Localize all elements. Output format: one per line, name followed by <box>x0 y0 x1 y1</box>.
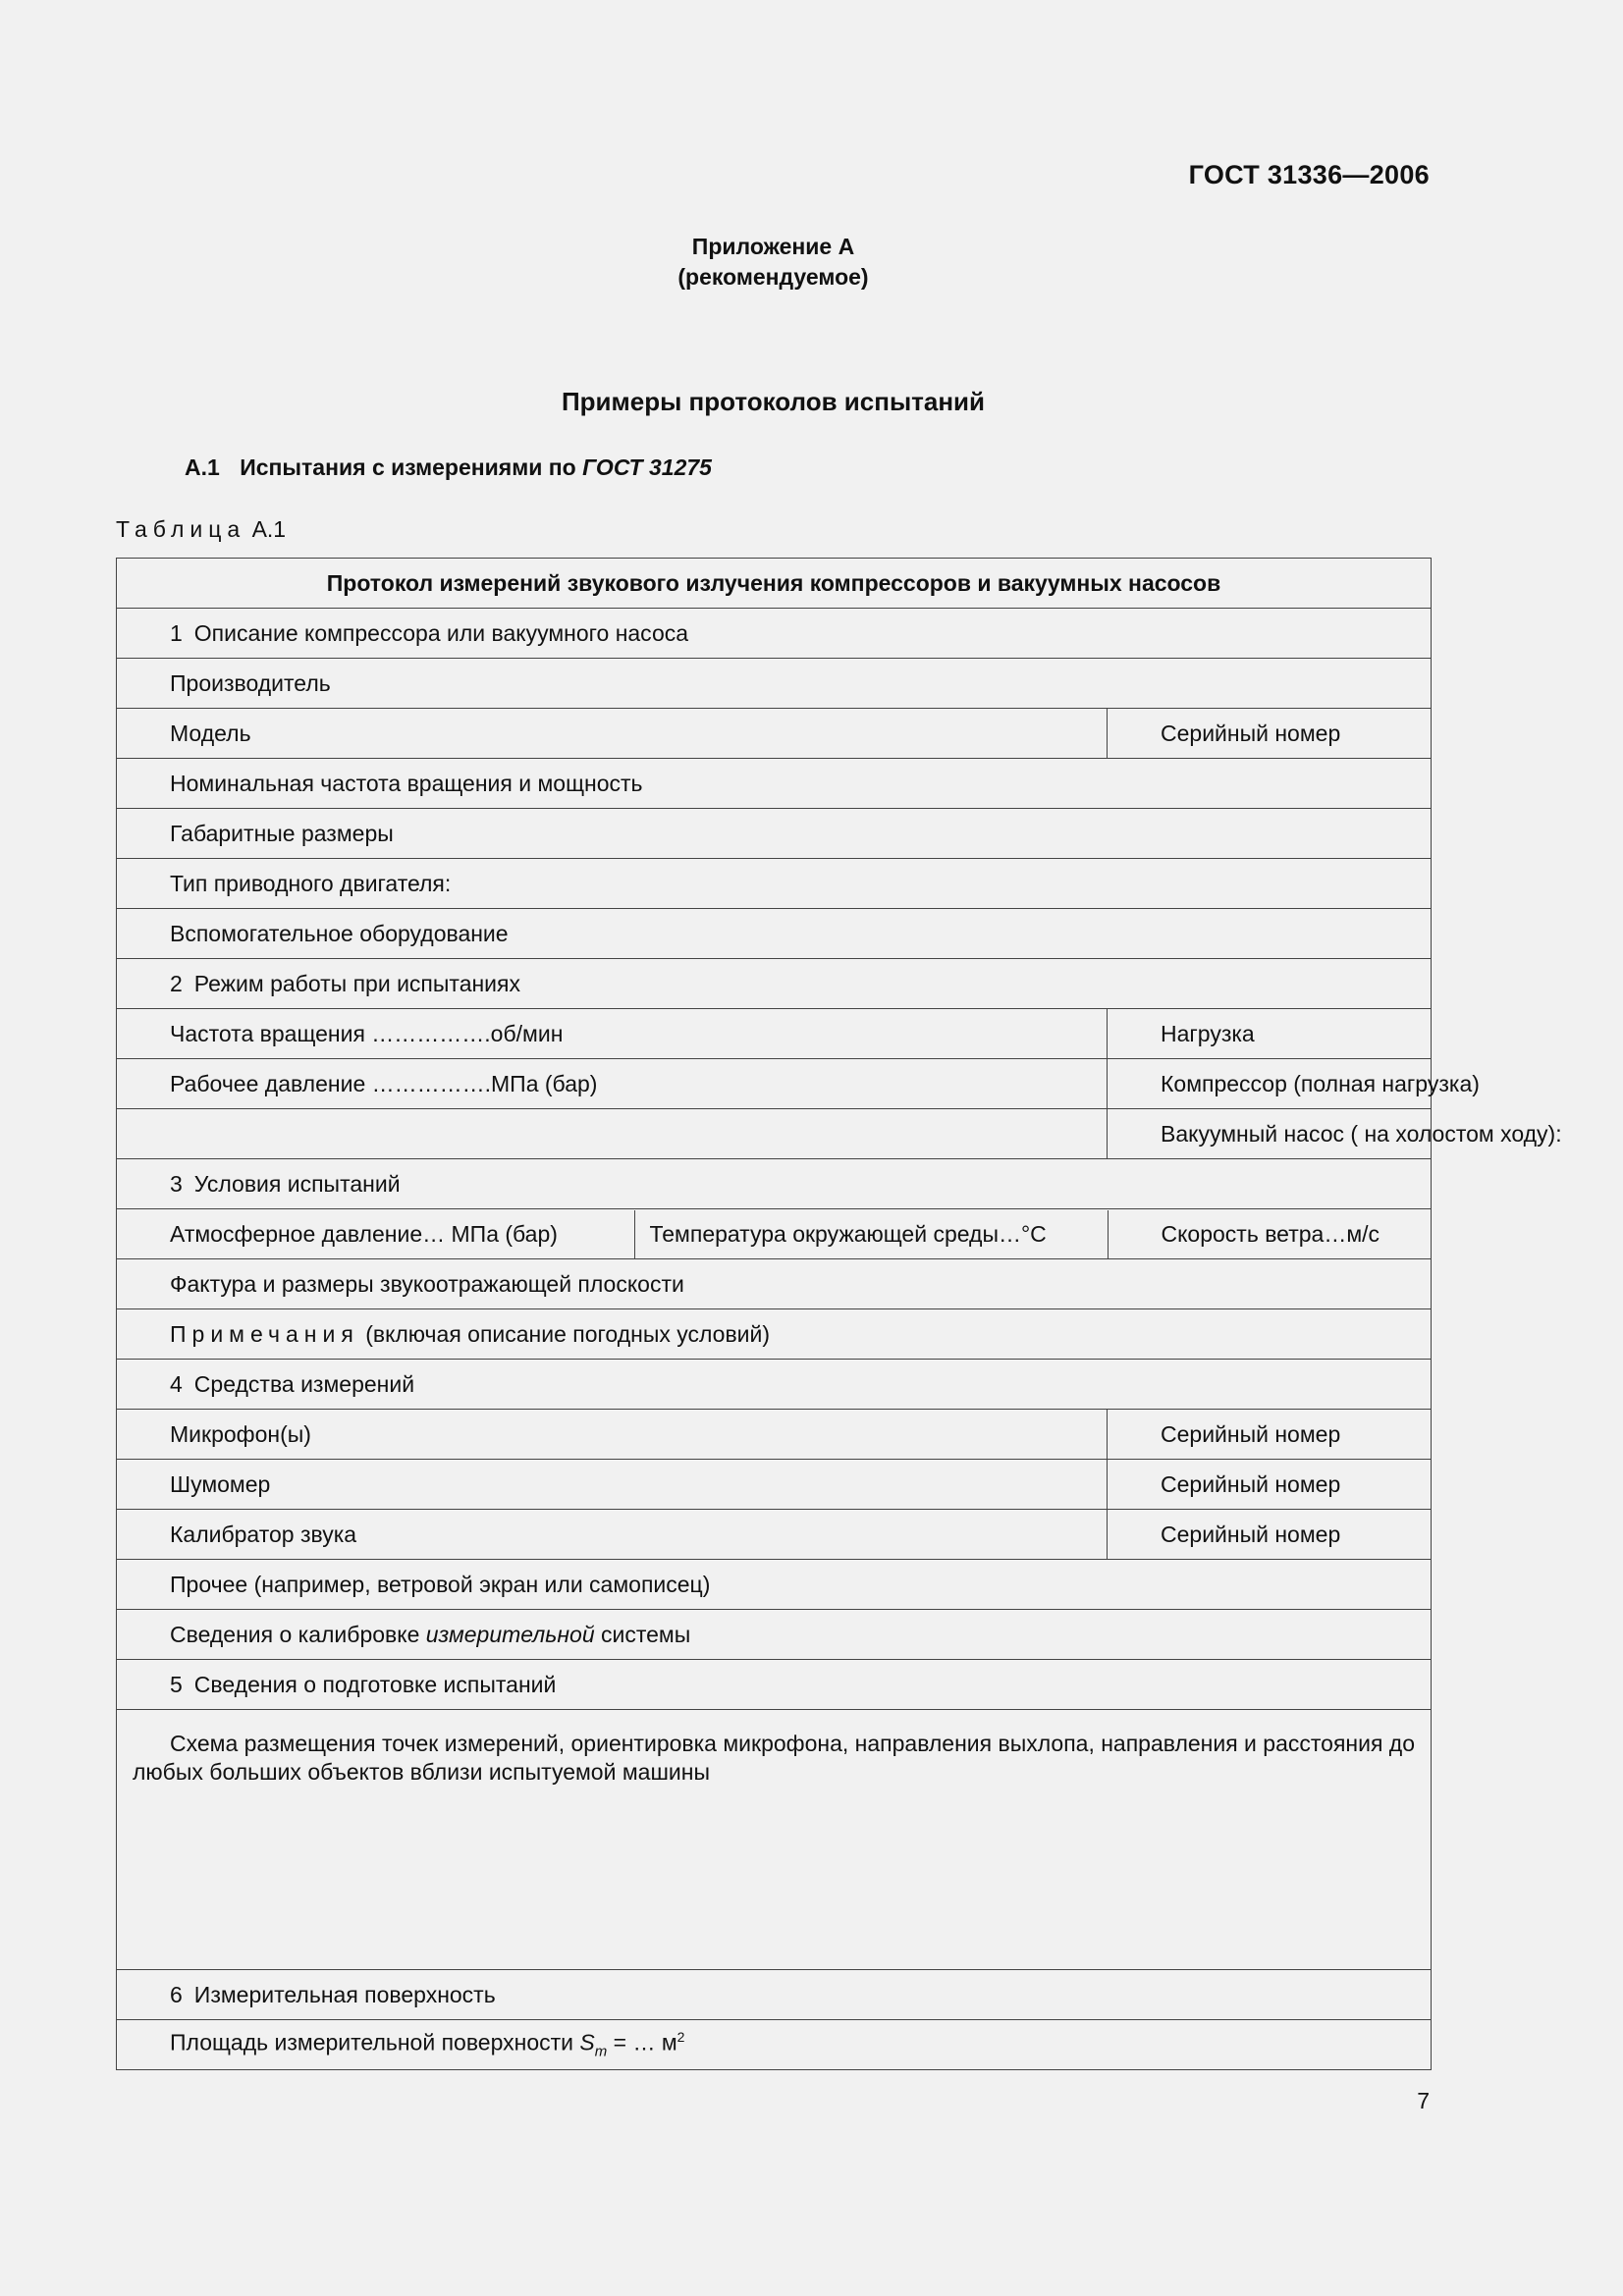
scheme-cell <box>117 1710 1432 1970</box>
table-row <box>117 1560 1432 1610</box>
sound-meter-cell: Шумомер <box>117 1460 1108 1510</box>
drive-type-cell: Тип приводного двигателя: <box>117 859 1432 909</box>
load-cell: Нагрузка <box>1108 1009 1432 1059</box>
table-row <box>117 1309 1432 1360</box>
area-text: Площадь измерительной поверхности <box>170 2030 573 2056</box>
dimensions-cell: Габаритные размеры <box>117 809 1432 859</box>
table-row <box>117 1970 1432 2020</box>
note-text: (включая описание погодных условий) <box>365 1320 771 1347</box>
section-title-2: Режим работы при испытаниях <box>193 970 520 996</box>
note-word: Примечания <box>170 1320 359 1347</box>
page-number: 7 <box>1417 2088 1430 2113</box>
note-cell <box>117 1309 1432 1360</box>
serial-number-cell: Серийный номер <box>1108 1510 1432 1560</box>
subsection-heading <box>185 454 712 481</box>
section-number: 2 <box>170 970 183 996</box>
calibration-cell <box>117 1610 1432 1660</box>
table-row <box>117 809 1432 859</box>
table-row <box>117 709 1432 759</box>
serial-number-cell: Серийный номер <box>1108 1410 1432 1460</box>
appendix-title: Приложение А <box>691 234 855 259</box>
table-row <box>117 1460 1432 1510</box>
table-row <box>117 1009 1432 1059</box>
subsection-ref: ГОСТ 31275 <box>582 454 712 480</box>
area-superscript: 2 <box>676 2029 685 2046</box>
empty-cell <box>117 1109 1108 1159</box>
area-subscript: m <box>594 2043 608 2060</box>
model-cell: Модель <box>117 709 1108 759</box>
protocol-header: Протокол измерений звукового излучения компрессоров и вакуумных насосов <box>117 559 1432 609</box>
area-tail: = … м <box>613 2030 677 2056</box>
compressor-load-cell: Компрессор (полная нагрузка) <box>1108 1059 1432 1109</box>
table-row <box>117 859 1432 909</box>
aux-equipment-cell: Вспомогательное оборудование <box>117 909 1432 959</box>
appendix-status: (рекомендуемое) <box>677 264 869 290</box>
table-row <box>117 1209 1432 1259</box>
table-caption-word: Таблица <box>116 516 246 542</box>
section-6 <box>117 1970 1432 2020</box>
calibrator-cell: Калибратор звука <box>117 1510 1108 1560</box>
table-row <box>117 1259 1432 1309</box>
table-row <box>117 1059 1432 1109</box>
subsection-number: А.1 <box>185 454 220 480</box>
wind-speed-cell: Скорость ветра…м/с <box>1108 1210 1432 1258</box>
section-3 <box>117 1159 1432 1209</box>
table-row <box>117 2020 1432 2070</box>
protocol-table <box>116 558 1562 2070</box>
area-cell <box>117 2020 1432 2070</box>
table-row <box>117 559 1432 609</box>
table-row <box>117 1159 1432 1209</box>
table-row <box>117 1410 1432 1460</box>
table-row <box>117 1510 1432 1560</box>
manufacturer-cell: Производитель <box>117 659 1432 709</box>
table-row <box>117 659 1432 709</box>
section-number: 5 <box>170 1671 183 1697</box>
serial-number-cell: Серийный номер <box>1108 709 1432 759</box>
table-caption-number: А.1 <box>251 516 287 542</box>
section-number: 1 <box>170 619 183 646</box>
microphones-cell: Микрофон(ы) <box>117 1410 1108 1460</box>
section-title-3: Условия испытаний <box>193 1170 401 1197</box>
atm-pressure-cell: Атмосферное давление… МПа (бар) <box>117 1210 634 1258</box>
ambient-temp-cell: Температура окружающей среды…°С <box>649 1220 1047 1247</box>
calibration-text-a: Сведения о калибровке <box>170 1621 420 1647</box>
section-1 <box>117 609 1432 659</box>
section-title-6: Измерительная поверхность <box>193 1981 496 2007</box>
section-title-1: Описание компрессора или вакуумного насоса <box>193 619 689 646</box>
section-title-5: Сведения о подготовке испытаний <box>193 1671 557 1697</box>
area-symbol: S <box>579 2030 595 2056</box>
appendix-heading <box>0 232 1546 293</box>
table-row <box>117 1610 1432 1660</box>
table-row <box>117 909 1432 959</box>
section-number: 4 <box>170 1370 183 1397</box>
table-row <box>117 1660 1432 1710</box>
table-caption <box>116 516 286 543</box>
table-row <box>117 959 1432 1009</box>
rotation-freq-cell: Частота вращения …………….об/мин <box>117 1009 1108 1059</box>
calibration-text-b: измерительной <box>425 1621 595 1647</box>
section-title-4: Средства измерений <box>193 1370 415 1397</box>
conditions-row <box>117 1209 1432 1259</box>
calibration-text-c: системы <box>601 1621 691 1647</box>
serial-number-cell: Серийный номер <box>1108 1460 1432 1510</box>
section-4 <box>117 1360 1432 1410</box>
working-pressure-cell: Рабочее давление …………….МПа (бар) <box>117 1059 1108 1109</box>
table-row <box>117 609 1432 659</box>
section-title: Примеры протоколов испытаний <box>561 387 986 416</box>
section-number: 3 <box>170 1170 183 1197</box>
table-row <box>117 1109 1432 1159</box>
subsection-text: Испытания с измерениями по <box>240 454 576 480</box>
section-5 <box>117 1660 1432 1710</box>
nominal-cell: Номинальная частота вращения и мощность <box>117 759 1432 809</box>
section-2 <box>117 959 1432 1009</box>
conditions-subtable <box>117 1210 1432 1258</box>
table-row <box>117 1710 1432 1970</box>
table-row <box>117 1360 1432 1410</box>
document-code: ГОСТ 31336—2006 <box>1188 160 1430 189</box>
section-number: 6 <box>170 1981 183 2007</box>
other-cell: Прочее (например, ветровой экран или самописец) <box>117 1560 1432 1610</box>
table-row <box>117 759 1432 809</box>
vacuum-pump-cell: Вакуумный насос ( на холостом ходу): <box>1108 1109 1432 1159</box>
scheme-text: Схема размещения точек измерений, ориентировка микрофона, направления выхлопа, направления и расстояния до любых больших объектов вблизи испытуемой машины <box>133 1731 1416 1785</box>
surface-cell: Фактура и размеры звукоотражающей плоскости <box>117 1259 1432 1309</box>
